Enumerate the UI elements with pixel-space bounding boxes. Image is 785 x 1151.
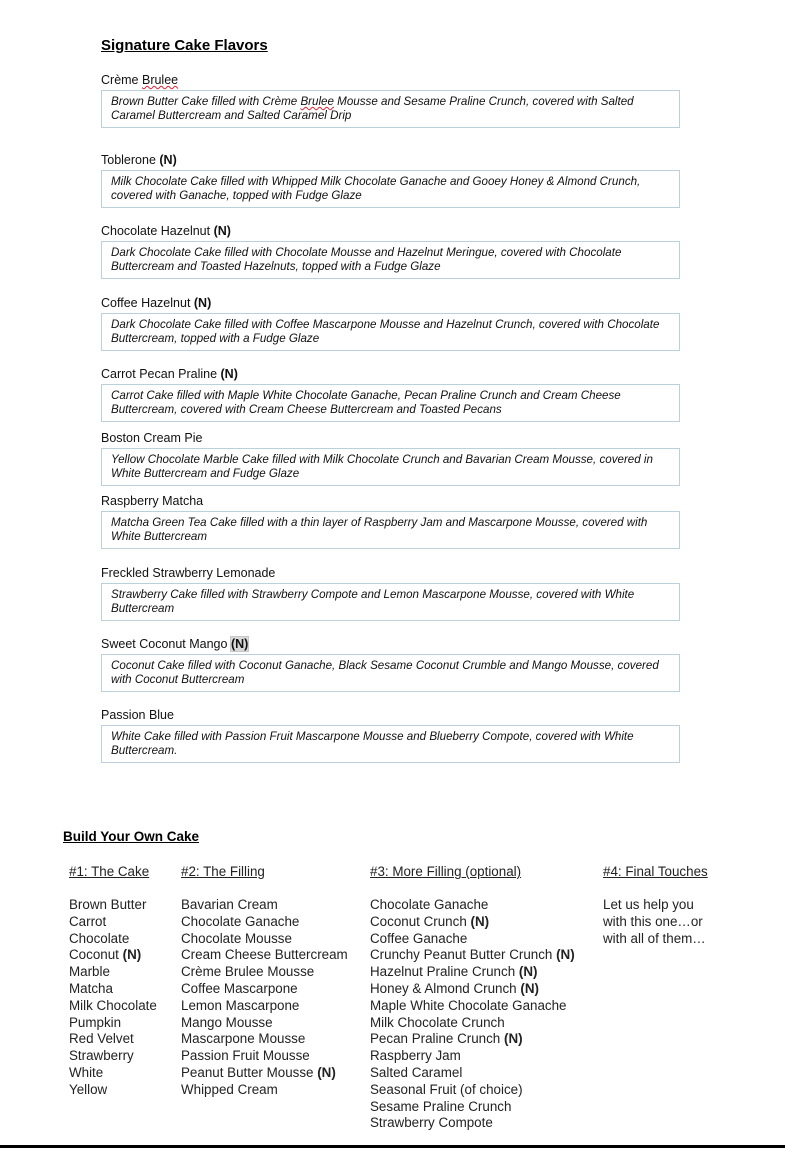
list-item: Chocolate <box>69 930 130 946</box>
flavor-description[interactable]: White Cake filled with Passion Fruit Mascarpone Mousse and Blueberry Compote, covered with White Buttercream. <box>101 725 680 763</box>
flavor-name: Passion Blue <box>101 708 174 722</box>
list-item: Milk Chocolate Crunch <box>370 1014 505 1030</box>
signature-title: Signature Cake Flavors <box>101 37 268 54</box>
flavor-name: Carrot Pecan Praline (N) <box>101 367 238 381</box>
list-item: Carrot <box>69 913 107 929</box>
nut-badge: (N) <box>520 980 539 996</box>
list-item: Chocolate Mousse <box>181 930 292 946</box>
list-item: Hazelnut Praline Crunch (N) <box>370 964 538 980</box>
list-item: Crème Brulee Mousse <box>181 964 315 980</box>
column-more-filling <box>370 863 575 1132</box>
flavor-name: Chocolate Hazelnut (N) <box>101 224 231 238</box>
flavor-passion-blue <box>101 707 680 763</box>
nut-badge: (N) <box>556 947 575 963</box>
nut-badge: (N) <box>213 224 231 238</box>
list-item: Pecan Praline Crunch (N) <box>370 1031 523 1047</box>
list-item: Passion Fruit Mousse <box>181 1048 310 1064</box>
list-item: Raspberry Jam <box>370 1048 461 1064</box>
flavor-description[interactable]: Milk Chocolate Cake filled with Whipped Milk Chocolate Ganache and Gooey Honey & Almond Crunch, covered with Ganache, topped with Fudge Glaze <box>101 170 680 208</box>
nut-badge: (N) <box>230 637 249 651</box>
column-filling <box>181 863 348 1099</box>
flavor-freckled-strawberry-lemonade <box>101 565 680 621</box>
flavor-description[interactable]: Brown Butter Cake filled with Crème Brulee Mousse and Sesame Praline Crunch, covered with Salted Caramel Buttercream and Salted Caramel Drip <box>101 90 680 128</box>
filling-list <box>181 897 348 1099</box>
list-item: Milk Chocolate <box>69 997 157 1013</box>
column-heading: #2: The Filling <box>181 864 265 879</box>
column-heading: #3: More Filling (optional) <box>370 864 522 879</box>
final-touches-note: Let us help you with this one…or with all of them… <box>603 897 706 946</box>
flavor-description[interactable]: Coconut Cake filled with Coconut Ganache, Black Sesame Coconut Crumble and Mango Mousse, covered with Coconut Buttercream <box>101 654 680 692</box>
list-item: Yellow <box>69 1081 108 1097</box>
nut-badge: (N) <box>193 296 212 310</box>
flavor-description[interactable]: Carrot Cake filled with Maple White Chocolate Ganache, Pecan Praline Crunch and Cream Cheese Buttercream, covered with Cream Cheese Buttercream and Toasted Pecans <box>101 384 680 422</box>
list-item: Brown Butter <box>69 897 147 912</box>
list-item: Cream Cheese Buttercream <box>181 947 348 963</box>
list-item: Red Velvet <box>69 1031 134 1047</box>
list-item: Coconut Crunch (N) <box>370 913 490 929</box>
flavor-creme-brulee <box>101 72 680 128</box>
list-item: Maple White Chocolate Ganache <box>370 997 567 1013</box>
list-item: Honey & Almond Crunch (N) <box>370 980 539 996</box>
list-item: Coconut (N) <box>69 947 142 963</box>
flavor-boston-cream-pie <box>101 430 680 486</box>
list-item: Coffee Ganache <box>370 930 468 946</box>
flavor-coffee-hazelnut <box>101 295 680 351</box>
flavor-raspberry-matcha <box>101 493 680 549</box>
flavor-name: Boston Cream Pie <box>101 431 203 445</box>
list-item: Lemon Mascarpone <box>181 997 300 1013</box>
list-item: Sesame Praline Crunch <box>370 1098 512 1114</box>
flavor-name: Sweet Coconut Mango (N) <box>101 637 249 651</box>
flavor-description[interactable]: Strawberry Cake filled with Strawberry Compote and Lemon Mascarpone Mousse, covered with White Buttercream <box>101 583 680 621</box>
list-item: Crunchy Peanut Butter Crunch (N) <box>370 947 575 963</box>
flavor-description[interactable]: Matcha Green Tea Cake filled with a thin layer of Raspberry Jam and Mascarpone Mousse, covered with White Buttercream <box>101 511 680 549</box>
list-item: White <box>69 1064 104 1080</box>
list-item: Mascarpone Mousse <box>181 1031 306 1047</box>
nut-badge: (N) <box>220 367 238 381</box>
list-item: Coffee Mascarpone <box>181 980 298 996</box>
column-heading: #1: The Cake <box>69 864 150 879</box>
flavor-chocolate-hazelnut <box>101 223 680 279</box>
flavor-description[interactable]: Dark Chocolate Cake filled with Coffee Mascarpone Mousse and Hazelnut Crunch, covered with Chocolate Buttercream, topped with a Fudge Glaze <box>101 313 680 351</box>
list-item: Chocolate Ganache <box>181 913 300 929</box>
flavor-name: Raspberry Matcha <box>101 494 204 508</box>
flavor-carrot-pecan-praline <box>101 366 680 422</box>
flavor-toblerone <box>101 152 680 208</box>
list-item: Peanut Butter Mousse (N) <box>181 1064 336 1080</box>
flavor-name: Coffee Hazelnut (N) <box>101 296 212 310</box>
more-filling-list <box>370 897 575 1132</box>
list-item: Strawberry <box>69 1048 134 1064</box>
nut-badge: (N) <box>159 153 177 167</box>
list-item: Seasonal Fruit (of choice) <box>370 1081 523 1097</box>
flavor-sweet-coconut-mango <box>101 636 680 692</box>
list-item: Pumpkin <box>69 1014 122 1030</box>
nut-badge: (N) <box>317 1064 336 1080</box>
flavor-name: Freckled Strawberry Lemonade <box>101 566 276 580</box>
flavor-description[interactable]: Dark Chocolate Cake filled with Chocolate Mousse and Hazelnut Meringue, covered with Chocolate Buttercream and Toasted Hazelnuts, topped with a Fudge Glaze <box>101 241 680 279</box>
cake-list <box>69 897 157 1099</box>
list-item: Mango Mousse <box>181 1014 273 1030</box>
nut-badge: (N) <box>470 913 490 929</box>
flavor-name: Crème Brulee <box>101 73 179 87</box>
list-item: Marble <box>69 964 110 980</box>
column-cake <box>69 863 157 1099</box>
build-your-own-title: Build Your Own Cake <box>63 829 200 844</box>
bottom-rule <box>0 1145 785 1148</box>
column-heading: #4: Final Touches <box>603 864 708 879</box>
column-final-touches <box>603 863 708 947</box>
list-item: Strawberry Compote <box>370 1115 493 1131</box>
flavor-description[interactable]: Yellow Chocolate Marble Cake filled with Milk Chocolate Crunch and Bavarian Cream Mousse, covered in White Buttercream and Fudge Glaze <box>101 448 680 486</box>
nut-badge: (N) <box>503 1031 523 1047</box>
list-item: Whipped Cream <box>181 1081 278 1097</box>
nut-badge: (N) <box>122 947 142 963</box>
list-item: Salted Caramel <box>370 1064 463 1080</box>
flavor-name: Toblerone (N) <box>101 153 177 167</box>
list-item: Matcha <box>69 980 113 996</box>
list-item: Chocolate Ganache <box>370 897 489 912</box>
nut-badge: (N) <box>518 964 538 980</box>
list-item: Bavarian Cream <box>181 897 278 912</box>
